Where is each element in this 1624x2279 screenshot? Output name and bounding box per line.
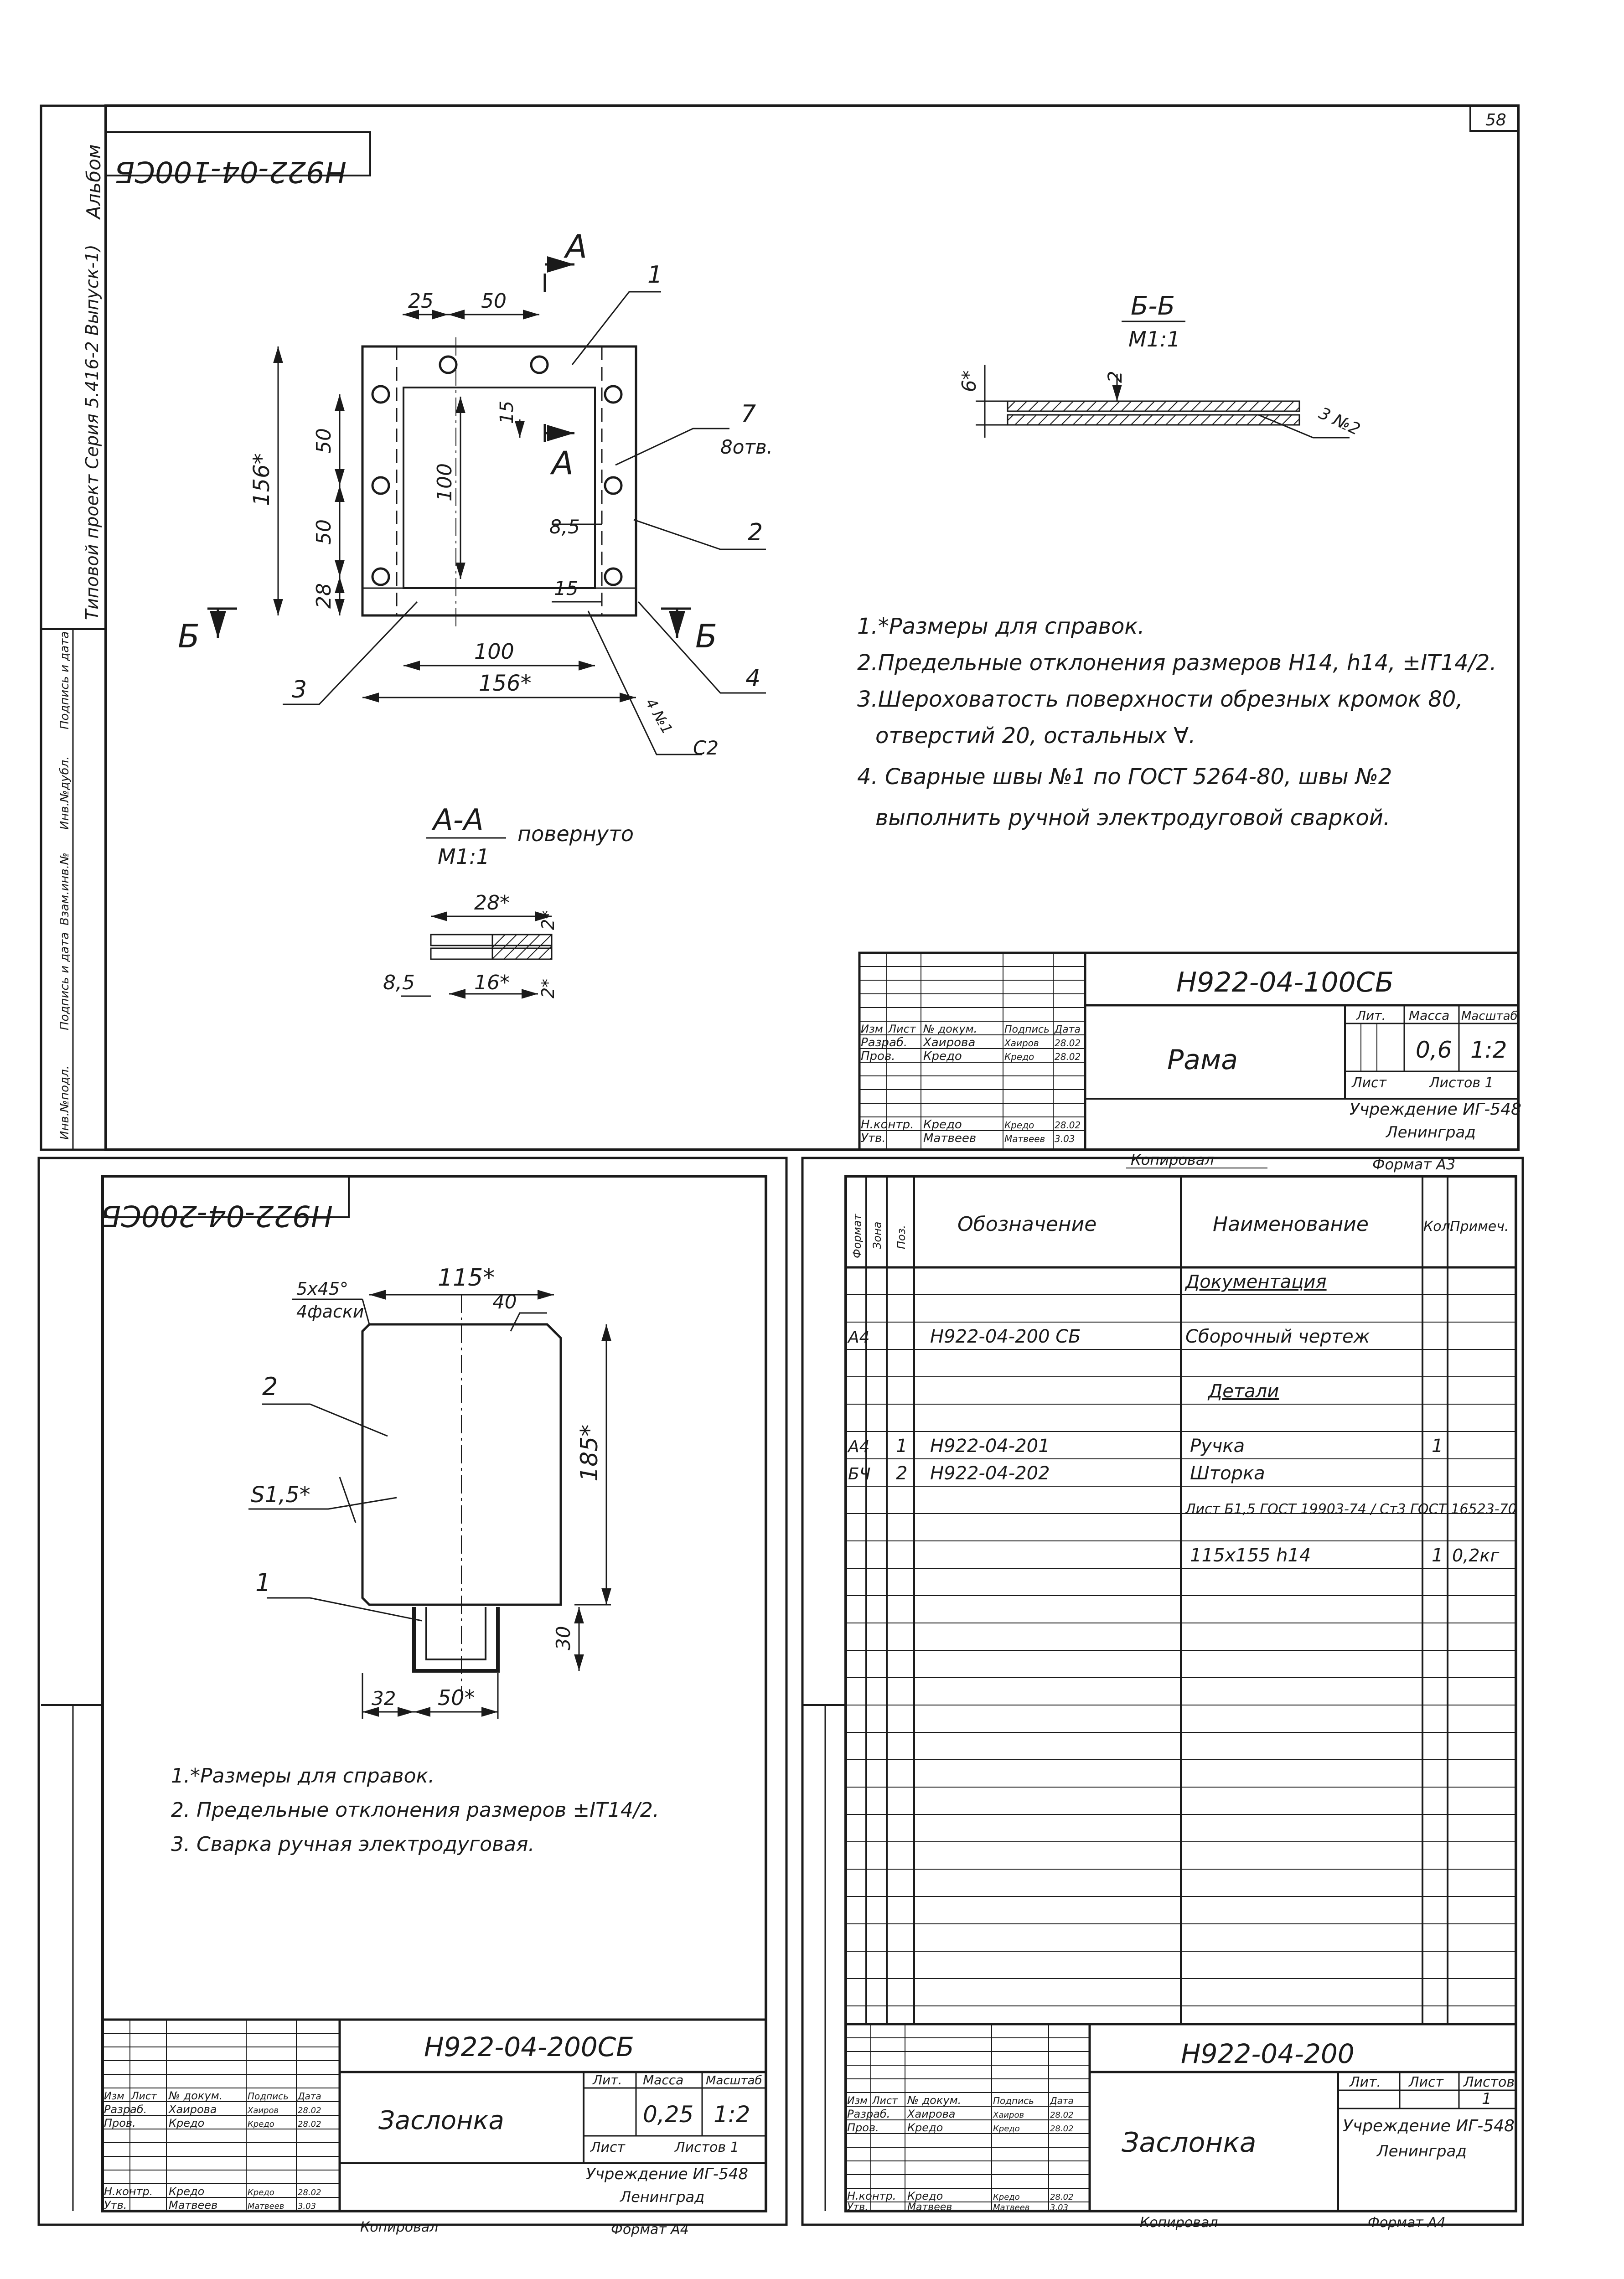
spec-header-qty: Кол.: [1423, 1219, 1455, 1235]
spec-cell-format: А4: [848, 1437, 870, 1456]
section-a-mark-top: А: [565, 228, 587, 265]
damper-leaders: [248, 1404, 422, 1621]
tb1-name-3: Кредо: [923, 1118, 962, 1132]
tb2-role-1: Разраб.: [104, 2103, 147, 2116]
dim-h-156: 156*: [479, 671, 532, 696]
frame-note-3: 3.Шероховатость поверхности обрезных кромок 80,: [857, 687, 1463, 712]
tb1-date-1: 28.02: [1055, 1038, 1081, 1049]
tb1-name-1: Хаирова: [923, 1036, 976, 1049]
spec-row-3: [1207, 1381, 1279, 1402]
tb2-mass-label: Масса: [643, 2072, 684, 2088]
tb3-sheet-label: Лист: [1409, 2074, 1444, 2090]
tb1-date-4: 3.03: [1055, 1133, 1075, 1144]
tb3-date-3: 28.02: [1050, 2192, 1074, 2202]
damper-note-3: 3. Сварка ручная электродуговая.: [171, 1833, 535, 1856]
callout-1: 1: [647, 261, 663, 289]
frame-field-3: Взам.инв.№: [58, 853, 72, 925]
spec-cell-pos: 1: [896, 1436, 908, 1457]
tb2-role-3: Н.контр.: [104, 2185, 153, 2198]
tb1-org: Учреждение ИГ-548: [1350, 1100, 1521, 1119]
tb1-name-4: Матвеев: [923, 1132, 977, 1145]
damper-dim-50: 50*: [438, 1685, 475, 1710]
tb3-hdr-list: Лист: [872, 2095, 898, 2107]
tb3-designation: Н922-04-200: [1181, 2038, 1355, 2069]
spec-header-format: Формат: [851, 1214, 864, 1258]
tb2-name: Заслонка: [378, 2106, 504, 2135]
tb3-hdr-sign: Подпись: [993, 2095, 1034, 2106]
tb1-role-4: Утв.: [861, 1132, 886, 1145]
tb1-sign-3: Кредо: [1004, 1120, 1034, 1131]
tb3-date-1: 28.02: [1050, 2110, 1074, 2120]
section-aa-dim-16: 16*: [474, 971, 510, 994]
tb2-date-4: 3.03: [298, 2201, 316, 2211]
spec-row-2: [847, 1326, 1370, 1347]
tb2-sheets-label: Листов 1: [675, 2139, 739, 2155]
section-bb: [958, 291, 1363, 439]
tb1-date-2: 28.02: [1055, 1051, 1081, 1062]
tb1-designation: Н922-04-100СБ: [1176, 966, 1394, 998]
dim-v-28: 28: [312, 583, 336, 609]
frame-note-5: 4. Сварные швы №1 по ГОСТ 5264-80, швы №2: [857, 764, 1392, 790]
spec-header-zone: Зона: [871, 1221, 884, 1249]
section-aa-dim-8-5: 8,5: [383, 971, 415, 994]
spec-cell-name: 115х155 h14: [1190, 1545, 1311, 1566]
spec-cell-format: А4: [848, 1328, 870, 1347]
tb2-sign-3: Кредо: [248, 2188, 274, 2197]
section-aa-title: А-А: [433, 803, 484, 837]
damper-note-1: 1.*Размеры для справок.: [171, 1764, 435, 1788]
tb3-role-2: Пров.: [847, 2121, 879, 2134]
tb3-name-3: Кредо: [907, 2190, 943, 2202]
spec-cell-note: 0,2кг: [1452, 1545, 1500, 1566]
tb3-lit-label: Лит.: [1350, 2074, 1381, 2090]
tb2-date-1: 28.02: [298, 2106, 321, 2115]
section-aa-note: повернуто: [517, 822, 634, 846]
frame-plan-view: [362, 337, 636, 629]
damper-notes: [171, 1764, 659, 1856]
drawing-damper: [101, 1176, 766, 2238]
tb3-hdr-izm: Изм: [847, 2095, 868, 2107]
damper-dim-thick: S1,5*: [251, 1482, 310, 1508]
section-bb-dim-2: 2: [1104, 371, 1126, 383]
dim-top-50: 50: [481, 289, 507, 313]
section-aa-dim-28: 28*: [474, 891, 510, 915]
stamp-rotated-2: Н922-04-200СБ: [101, 1199, 333, 1232]
tb2-name-1: Хаирова: [169, 2103, 217, 2116]
tb3-city: Ленинград: [1377, 2142, 1467, 2160]
spec-cell-name: Детали: [1208, 1381, 1279, 1402]
spec-row-1: [1184, 1271, 1327, 1292]
tb2-hdr-list: Лист: [131, 2091, 157, 2102]
tb1-scale: 1:2: [1470, 1037, 1507, 1063]
tb3-org: Учреждение ИГ-548: [1343, 2117, 1515, 2135]
tb3-name: Заслонка: [1122, 2127, 1257, 2159]
tb2-sheet-label: Лист: [590, 2139, 626, 2155]
section-aa-dim-2b: 2*: [538, 978, 558, 998]
tb2-sign-4: Матвеев: [248, 2201, 284, 2211]
damper-callout-2: 2: [262, 1372, 278, 1401]
tb3-copied: Копировал: [1140, 2215, 1218, 2231]
tb2-date-3: 28.02: [298, 2188, 321, 2197]
tb3-date-2: 28.02: [1050, 2124, 1074, 2134]
frame-note-2: 2.Предельные отклонения размеров Н14, h14, ±IT14/2.: [857, 650, 1497, 676]
spec-row-6: [1185, 1501, 1517, 1517]
frame-note-6: выполнить ручной электродуговой сваркой.: [875, 805, 1391, 831]
frame-note-1: 1.*Размеры для справок.: [857, 614, 1145, 639]
tb2-name-4: Матвеев: [169, 2199, 218, 2212]
tb1-date-3: 28.02: [1055, 1120, 1081, 1131]
section-bb-dim-6: 6*: [958, 370, 980, 392]
dim-h-100: 100: [474, 639, 514, 664]
dim-v-100: 100: [433, 463, 456, 501]
spec-cell-pos: 2: [896, 1463, 908, 1484]
spec-cell-name: Документация: [1185, 1271, 1327, 1292]
album-label: Альбом: [83, 144, 105, 219]
tb2-mass: 0,25: [643, 2101, 694, 2128]
section-bb-scale: М1:1: [1128, 327, 1180, 351]
section-b-mark-right: Б: [695, 618, 718, 655]
tb3-sheets-label: Листов: [1464, 2074, 1515, 2090]
frame-note-4: отверстий 20, остальных ∀.: [875, 723, 1196, 749]
tb1-role-2: Пров.: [861, 1049, 895, 1063]
tb2-scale: 1:2: [714, 2101, 750, 2128]
callout-7: 7: [741, 400, 756, 428]
section-aa-dim-2a: 2*: [538, 910, 558, 930]
tb1-hdr-doc: № докум.: [923, 1023, 978, 1035]
tb1-sheets-label: Листов 1: [1429, 1075, 1494, 1091]
tb1-sign-2: Кредо: [1004, 1051, 1034, 1062]
spec-cell-qty: 1: [1432, 1436, 1443, 1457]
tb2-designation: Н922-04-200СБ: [424, 2031, 634, 2062]
tb2-sign-1: Хаиров: [248, 2106, 279, 2115]
tb2-org: Учреждение ИГ-548: [586, 2165, 748, 2183]
tb3-name-1: Хаирова: [907, 2108, 956, 2120]
damper-callout-1: 1: [255, 1568, 271, 1597]
tb1-copied: Копировал: [1131, 1151, 1214, 1168]
specification: [846, 1176, 1517, 2231]
title-block-2: [103, 2020, 766, 2238]
section-a-mark-bottom: А: [552, 444, 574, 482]
spec-cell-name: Лист Б1,5 ГОСТ 19903-74 / Ст3 ГОСТ 16523-70: [1185, 1501, 1517, 1517]
tb1-sheet-label: Лист: [1352, 1075, 1387, 1091]
frame-field-1: Инв.№подл.: [58, 1065, 72, 1140]
tb3-sheets: 1: [1482, 2090, 1492, 2108]
tb1-hdr-list: Лист: [888, 1023, 916, 1035]
tb2-role-4: Утв.: [104, 2199, 127, 2212]
damper-dim-height: 185*: [576, 1424, 603, 1482]
spec-header-pos: Поз.: [895, 1225, 908, 1249]
tb3-role-1: Разраб.: [847, 2108, 890, 2120]
project-label: Типовой проект Серия 5.416-2 Выпуск-1): [82, 244, 102, 620]
weld-4-no1: 4 №1: [642, 695, 677, 737]
tb3-role-4: Утв.: [847, 2201, 869, 2213]
tb3-name-4: Матвеев: [907, 2201, 952, 2213]
tb2-role-2: Пров.: [104, 2117, 136, 2129]
spec-cell-name: Шторка: [1190, 1463, 1265, 1484]
tb3-format: Формат А4: [1368, 2215, 1446, 2231]
dim-c2: С2: [693, 737, 719, 759]
spec-row-5: [848, 1463, 1265, 1484]
tb1-hdr-sign: Подпись: [1004, 1024, 1050, 1035]
damper-plan-view: [362, 1295, 561, 1696]
section-aa: [383, 803, 634, 998]
tb1-format: Формат А3: [1372, 1156, 1456, 1173]
page-number: 58: [1485, 111, 1506, 129]
tb2-copied: Копировал: [360, 2219, 439, 2235]
section-bb-weld: 3 №2: [1316, 403, 1363, 439]
dim-8-5: 8,5: [549, 516, 580, 538]
callout-3: 3: [292, 676, 307, 703]
spec-cell-qty: 1: [1432, 1545, 1443, 1566]
tb1-city: Ленинград: [1386, 1123, 1476, 1142]
tb3-sign-1: Хаиров: [993, 2110, 1024, 2120]
tb1-mass-label: Масса: [1409, 1008, 1450, 1023]
section-aa-scale: М1:1: [438, 844, 490, 869]
tb2-hdr-doc: № докум.: [169, 2089, 223, 2102]
spec-cell-name: Ручка: [1190, 1436, 1245, 1457]
damper-dim-radius: 40: [492, 1291, 517, 1313]
title-block-1: [859, 953, 1521, 1173]
title-block-3: [846, 2024, 1516, 2231]
tb3-sign-3: Кредо: [993, 2192, 1020, 2202]
tb1-sign-4: Матвеев: [1004, 1133, 1045, 1144]
tb1-lit-label: Лит.: [1356, 1008, 1386, 1023]
tb1-role-3: Н.контр.: [861, 1118, 914, 1132]
spec-header-note: Примеч.: [1450, 1219, 1509, 1235]
spec-cell-designation: Н922-04-201: [930, 1436, 1050, 1457]
frame-field-5: Подпись и дата: [58, 631, 72, 729]
callout-4: 4: [745, 665, 761, 692]
tb2-hdr-sign: Подпись: [248, 2091, 289, 2102]
tb3-date-4: 3.03: [1050, 2203, 1069, 2212]
spec-header-designation: Обозначение: [957, 1213, 1097, 1236]
tb1-hdr-izm: Изм: [861, 1023, 883, 1035]
tb3-role-3: Н.контр.: [847, 2190, 896, 2202]
frame-dimensions: [278, 315, 636, 698]
dim-top-25: 25: [408, 289, 434, 313]
tb2-city: Ленинград: [620, 2188, 705, 2206]
tb3-name-2: Кредо: [907, 2121, 943, 2134]
tb3-hdr-doc: № докум.: [907, 2094, 962, 2107]
damper-dim-30: 30: [552, 1626, 574, 1650]
spec-row-4: [847, 1436, 1443, 1457]
tb2-scale-label: Масштаб: [706, 2074, 762, 2088]
tb1-name-2: Кредо: [923, 1049, 962, 1063]
tb1-hdr-date: Дата: [1055, 1024, 1081, 1035]
tb1-mass: 0,6: [1416, 1037, 1452, 1063]
damper-dim-32: 32: [372, 1687, 396, 1710]
tb2-date-2: 28.02: [298, 2119, 321, 2129]
stamp-rotated-1: Н922-04-100СБ: [114, 155, 347, 188]
section-b-mark-left: Б: [178, 618, 200, 655]
tb3-hdr-date: Дата: [1050, 2095, 1074, 2106]
dim-v-15: 15: [497, 401, 517, 424]
tb1-sign-1: Хаиров: [1004, 1038, 1039, 1049]
tb2-name-2: Кредо: [169, 2117, 205, 2129]
damper-dim-chamfer: 5х45°: [296, 1279, 349, 1299]
damper-dim-width: 115*: [438, 1264, 495, 1292]
tb2-hdr-izm: Изм: [104, 2091, 124, 2102]
tb2-sign-2: Кредо: [248, 2119, 274, 2129]
spec-header-name: Наименование: [1213, 1213, 1369, 1236]
tb1-scale-label: Масштаб: [1461, 1009, 1518, 1023]
frame-notes: [857, 614, 1497, 831]
spec-cell-format: БЧ: [848, 1465, 871, 1483]
tb3-sign-4: Матвеев: [993, 2203, 1030, 2212]
outer-frames: [39, 106, 1523, 2225]
tb2-format: Формат А4: [611, 2222, 689, 2238]
frame-field-4: Инв.№дубл.: [58, 756, 72, 830]
callout-holes: 8отв.: [720, 436, 773, 458]
tb2-hdr-date: Дата: [298, 2091, 321, 2102]
section-bb-title: Б-Б: [1131, 291, 1175, 321]
dim-v-50a: 50: [312, 428, 336, 454]
spec-row-7: [1190, 1545, 1500, 1566]
callout-2: 2: [748, 519, 763, 546]
damper-dim-chamfers: 4фаски: [296, 1302, 364, 1322]
tb3-sign-2: Кредо: [993, 2124, 1020, 2134]
spec-cell-name: Сборочный чертеж: [1185, 1326, 1370, 1347]
tb1-name: Рама: [1167, 1044, 1238, 1076]
drawing-frame: [106, 132, 1521, 1173]
tb2-lit-label: Лит.: [593, 2072, 622, 2088]
dim-v-50b: 50: [312, 519, 336, 545]
spec-cell-designation: Н922-04-202: [930, 1463, 1050, 1484]
dim-15-right: 15: [554, 577, 579, 599]
spec-cell-designation: Н922-04-200 СБ: [930, 1326, 1081, 1347]
damper-note-2: 2. Предельные отклонения размеров ±IT14/2.: [171, 1798, 659, 1822]
frame-field-2: Подпись и дата: [58, 932, 72, 1030]
tb1-role-1: Разраб.: [861, 1036, 908, 1049]
dim-left-156: 156*: [249, 453, 274, 506]
tb2-name-3: Кредо: [169, 2185, 205, 2198]
